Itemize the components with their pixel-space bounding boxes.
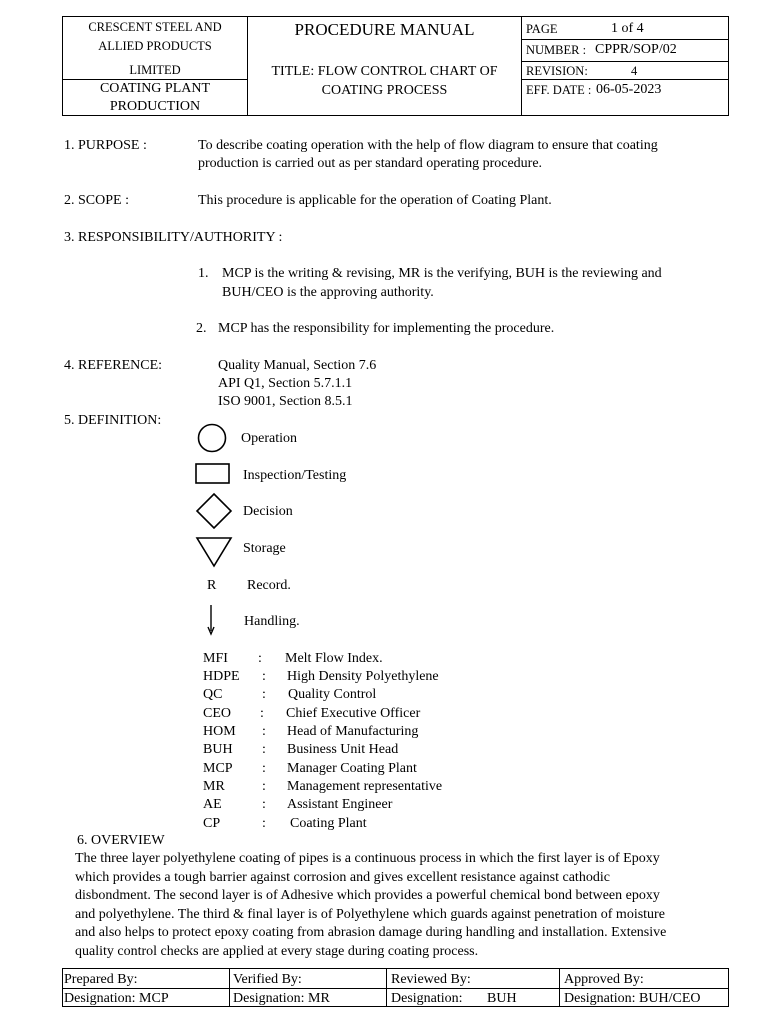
abbreviation-meaning: Melt Flow Index. — [285, 651, 383, 666]
prepared-by-label: Prepared By: — [64, 972, 138, 987]
purpose-text: production is carried out as per standard operating procedure. — [198, 156, 543, 171]
reference-heading: 4. REFERENCE: — [64, 358, 163, 373]
abbreviation-meaning: High Density Polyethylene — [287, 669, 439, 684]
decision-label: Decision — [243, 504, 293, 519]
abbreviation: CP — [203, 816, 221, 831]
overview-line: disbondment. The second layer is of Adhesive which provides a powerful chemical bond between epoxy — [75, 888, 660, 903]
prepared-designation: Designation: MCP — [64, 991, 169, 1006]
abbreviation-separator: : — [262, 797, 266, 812]
abbreviation-meaning: Coating Plant — [290, 816, 367, 831]
abbreviation-separator: : — [262, 761, 266, 776]
storage-label: Storage — [243, 541, 286, 556]
abbreviation-meaning: Head of Manufacturing — [287, 724, 419, 739]
list-item-number: 2. — [196, 321, 207, 336]
abbreviation-separator: : — [262, 724, 266, 739]
header-divider — [521, 61, 729, 62]
handling-arrow-icon — [205, 604, 217, 636]
inspection-label: Inspection/Testing — [243, 468, 347, 483]
responsibility-item: MCP has the responsibility for implementing the procedure. — [218, 321, 555, 336]
abbreviation: AE — [203, 797, 222, 812]
approved-designation: Designation: BUH/CEO — [564, 991, 701, 1006]
abbreviation-meaning: Management representative — [287, 779, 443, 794]
eff-date-label: EFF. DATE : — [526, 83, 592, 97]
signoff-divider — [559, 968, 560, 1007]
overview-line: The three layer polyethylene coating of pipes is a continuous process in which the first layer is of Epoxy — [75, 851, 660, 866]
reference-item: API Q1, Section 5.7.1.1 — [218, 376, 353, 391]
approved-by-label: Approved By: — [564, 972, 644, 987]
company-name-line: ALLIED PRODUCTS — [98, 39, 212, 53]
abbreviation: BUH — [203, 742, 233, 757]
abbreviation: MFI — [203, 651, 228, 666]
document-title: TITLE: FLOW CONTROL CHART OF — [271, 64, 498, 79]
effective-date: 06-05-2023 — [596, 82, 662, 97]
abbreviation-separator: : — [262, 687, 266, 702]
abbreviation-separator: : — [262, 669, 266, 684]
overview-line: which provides a tough barrier against corrosion and gives excellent resistance against cathodic — [75, 869, 610, 885]
record-glyph: R — [207, 578, 217, 593]
header-divider — [521, 16, 522, 116]
abbreviation-separator: : — [260, 706, 264, 721]
overview-line: and also helps to protect epoxy coating from abrasion damage during handling and installation. Extensive — [75, 925, 667, 940]
company-name-line: LIMITED — [129, 63, 181, 77]
reviewed-by-label: Reviewed By: — [391, 972, 471, 987]
document-title: COATING PROCESS — [321, 83, 448, 98]
abbreviation-meaning: Quality Control — [288, 687, 377, 702]
abbreviation: HOM — [203, 724, 236, 739]
scope-heading: 2. SCOPE : — [64, 193, 129, 208]
company-name-line: CRESCENT STEEL AND — [88, 20, 222, 34]
storage-triangle-icon — [195, 536, 233, 568]
overview-paragraph — [75, 850, 723, 961]
operation-label: Operation — [241, 431, 297, 446]
abbreviation: CEO — [203, 706, 231, 721]
abbreviation-separator: : — [262, 779, 266, 794]
header-divider — [521, 39, 729, 40]
abbreviation-separator: : — [262, 816, 266, 831]
overview-line: and polyethylene. The third & final layer is of Polyethylene which guards against penetration of moisture — [75, 906, 665, 922]
abbreviation: MCP — [203, 761, 233, 776]
purpose-heading: 1. PURPOSE : — [64, 138, 147, 153]
reviewed-designation-label: Designation: — [391, 991, 463, 1006]
abbreviation-meaning: Business Unit Head — [287, 742, 399, 757]
page-number: 1 of 4 — [611, 21, 644, 36]
definition-heading: 5. DEFINITION: — [64, 413, 162, 428]
signoff-divider — [229, 968, 230, 1007]
responsibility-item: MCP is the writing & revising, MR is the verifying, BUH is the reviewing and — [222, 266, 662, 281]
abbreviation-meaning: Manager Coating Plant — [287, 761, 417, 776]
number-label: NUMBER : — [526, 43, 587, 57]
verified-designation: Designation: MR — [233, 991, 330, 1006]
revision-label: REVISION: — [526, 64, 588, 78]
reference-item: ISO 9001, Section 8.5.1 — [218, 394, 353, 409]
department-line: COATING PLANT — [99, 81, 211, 96]
decision-diamond-icon — [195, 492, 233, 530]
record-label: Record. — [247, 578, 291, 593]
scope-text: This procedure is applicable for the operation of Coating Plant. — [198, 193, 552, 208]
abbreviation-separator: : — [262, 742, 266, 757]
responsibility-heading: 3. RESPONSIBILITY/AUTHORITY : — [64, 230, 283, 245]
manual-title: PROCEDURE MANUAL — [294, 20, 475, 39]
department-line: PRODUCTION — [109, 99, 201, 114]
responsibility-item: BUH/CEO is the approving authority. — [222, 285, 434, 300]
handling-label: Handling. — [244, 614, 300, 629]
abbreviation-separator: : — [258, 651, 262, 666]
overview-line: quality control checks are applied at every stage during coating process. — [75, 943, 479, 959]
operation-circle-icon — [196, 422, 228, 454]
verified-by-label: Verified By: — [233, 972, 302, 987]
abbreviation: QC — [203, 687, 223, 702]
overview-heading: 6. OVERVIEW — [77, 833, 165, 848]
revision-number: 4 — [631, 64, 638, 78]
reviewed-designation-value: BUH — [487, 991, 517, 1006]
list-item-number: 1. — [198, 266, 209, 281]
inspection-rectangle-icon — [195, 463, 231, 485]
abbreviation-meaning: Assistant Engineer — [287, 797, 393, 812]
abbreviation-meaning: Chief Executive Officer — [286, 706, 421, 721]
signoff-divider — [62, 988, 729, 989]
purpose-text: To describe coating operation with the help of flow diagram to ensure that coating — [198, 138, 658, 153]
document-number: CPPR/SOP/02 — [595, 42, 677, 57]
abbreviation: MR — [203, 779, 225, 794]
reference-item: Quality Manual, Section 7.6 — [218, 358, 377, 373]
page-label: PAGE — [526, 22, 558, 36]
signoff-divider — [386, 968, 387, 1007]
abbreviation: HDPE — [203, 669, 240, 684]
